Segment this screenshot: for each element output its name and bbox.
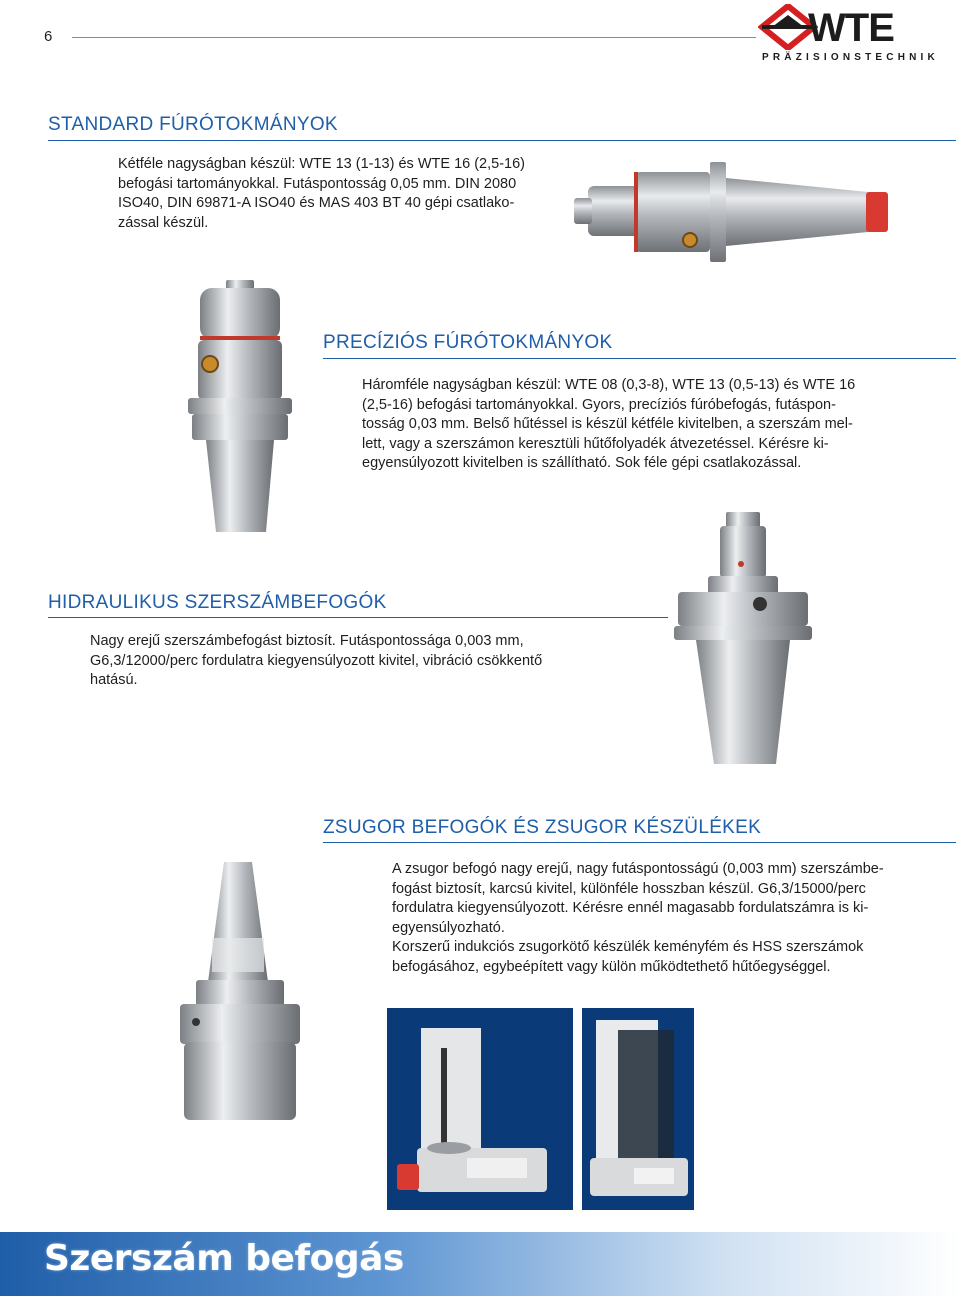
wte-logo <box>756 4 956 70</box>
text-line: Háromféle nagyságban készül: WTE 08 (0,3-8), WTE 13 (0,5-13) és WTE 16 <box>362 377 856 393</box>
text-line: zással készül. <box>118 214 209 231</box>
section-text-zsugor <box>392 860 896 978</box>
text-line: hatású. <box>90 672 138 689</box>
text-line: lett, vagy a szerszámon keresztüli hűtőfolyadék átvezetéssel. Kérésre ki- <box>362 435 829 452</box>
section-title-standard: STANDARD FÚRÓTOKMÁNYOK <box>48 114 338 135</box>
shrink-unit-cover-image <box>582 1008 694 1210</box>
section-rule-standard <box>48 140 956 141</box>
section-title-zsugor: ZSUGOR BEFOGÓK ÉS ZSUGOR KÉSZÜLÉKEK <box>323 817 762 838</box>
logo-text: WTE <box>808 6 894 50</box>
text-line: egyensúlyozott kivitelben is szállítható. Sok féle gépi csatlakozással. <box>362 455 802 472</box>
section-title-precizios: PRECÍZIÓS FÚRÓTOKMÁNYOK <box>323 332 613 353</box>
section-rule-zsugor <box>323 842 956 843</box>
footer-title: Szerszám befogás <box>44 1238 404 1279</box>
section-title-hidraulikus: HIDRAULIKUS SZERSZÁMBEFOGÓK <box>48 592 387 613</box>
text-line: befogásához, egybeépített vagy külön működtethető hűtőegységgel. <box>392 958 831 975</box>
text-line: befogási tartományokkal. Futáspontosság 0,05 mm. DIN 2080 <box>118 175 517 192</box>
section-rule-hidraulikus <box>48 617 668 618</box>
section-rule-precizios <box>323 358 956 359</box>
text-line: tosság 0,03 mm. Belső hűtéssel is készül kétféle kivitelben, a szerszám mel- <box>362 416 853 433</box>
text-line: Korszerű indukciós zsugorkötő készülék keményfém és HSS szerszámok <box>392 939 864 956</box>
shrink-holder-image <box>172 862 308 1124</box>
precision-drill-chuck-image <box>186 280 296 538</box>
hydraulic-holder-image <box>668 512 818 768</box>
text-line: (2,5-16) befogási tartományokkal. Gyors, precíziós fúróbefogás, futáspon- <box>362 396 836 413</box>
logo-subtitle: PRÄZISIONSTECHNIK <box>762 52 939 63</box>
section-text-hidraulikus <box>90 632 614 691</box>
page-number: 6 <box>44 28 53 45</box>
text-line: Kétféle nagyságban készül: WTE 13 (1-13) és WTE 16 (2,5-16) <box>118 156 525 172</box>
text-line: Nagy erejű szerszámbefogást biztosít. Futáspontossága 0,003 mm, <box>90 633 524 649</box>
text-line: A zsugor befogó nagy erejű, nagy futáspontosságú (0,003 mm) szerszámbe- <box>392 861 884 877</box>
section-text-precizios <box>362 376 896 474</box>
text-line: G6,3/12000/perc fordulatra kiegyensúlyozott kivitel, vibráció csökkentő <box>90 652 543 669</box>
drill-chuck-iso40-image <box>568 158 918 266</box>
text-line: fogást biztosít, karcsú kivitel, különféle hosszban készül. G6,3/15000/perc <box>392 880 866 897</box>
text-line: ISO40, DIN 69871-A ISO40 és MAS 403 BT 40 gépi csatlako- <box>118 195 515 212</box>
text-line: egyensúlyozható. <box>392 919 505 936</box>
section-text-standard <box>118 155 538 233</box>
header-rule <box>72 37 756 38</box>
text-line: fordulatra kiegyensúlyozott. Kérésre ennél magasabb fordulatszámra is ki- <box>392 900 869 917</box>
shrink-unit-image <box>387 1008 573 1210</box>
